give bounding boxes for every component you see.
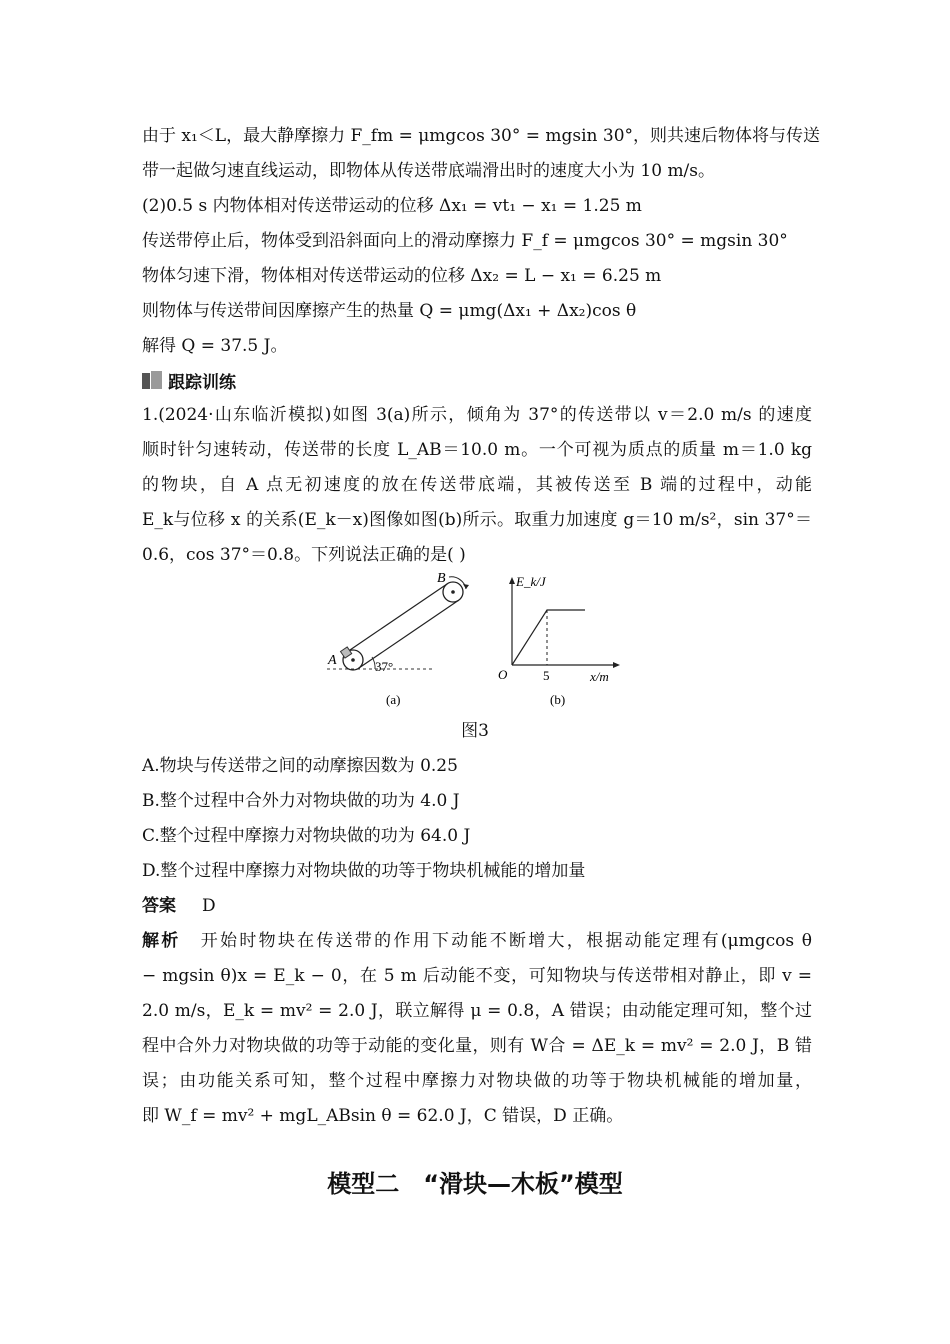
ek-line [512,610,585,665]
figure-caption: 图3 [461,721,489,741]
conveyor-diagram [327,571,469,707]
solution-line-7: 解得 Q = 37.5 J。 [142,336,288,356]
option-b: B.整个过程中合外力对物块做的功为 4.0 J [142,791,460,811]
analysis-line-3: 2.0 m/s，E_k = mv² = 2.0 J，联立解得 μ = 0.8，A 错误；由动能定理可知，整个过 [142,1001,812,1021]
origin-label: O [498,667,508,682]
answer-line [142,894,812,918]
label-b: (b) [550,692,566,707]
analysis-line-6: 即 W_f = mv² + mgL_ABsin θ = 62.0 J，C 错误，D 正确。 [142,1106,624,1126]
x-axis-label: x/m [590,669,609,684]
option-a: A.物块与传送带之间的动摩擦因数为 0.25 [142,756,458,776]
label-a: (a) [386,692,401,707]
solution-line-5: 物体匀速下滑，物体相对传送带运动的位移 Δx₂ = L − x₁ = 6.25 m [142,266,662,286]
solution-line-6: 则物体与传送带间因摩擦产生的热量 Q = μmg(Δx₁ + Δx₂)cos θ [142,301,637,321]
y-axis-label: E_k/J [516,574,546,589]
answer-value: D [202,896,216,916]
solution-line-2: 带一起做匀速直线运动，即物体从传送带底端滑出时的速度大小为 10 m/s。 [142,161,716,181]
answer-label: 答案 [142,896,176,916]
solution-line-4: 传送带停止后，物体受到沿斜面向上的滑动摩擦力 F_f = μmgcos 30° = mgsin 30° [142,231,788,251]
option-d: D.整个过程中摩擦力对物块做的功等于物块机械能的增加量 [142,861,586,881]
analysis-line-1 [142,929,812,953]
question-line-4: E_k与位移 x 的关系(E_k－x)图像如图(b)所示。取重力加速度 g＝10 m/s²，sin 37°＝ [142,510,812,530]
option-c: C.整个过程中摩擦力对物块做的功为 64.0 J [142,826,471,846]
practice-heading [142,368,236,392]
point-a-label: A [328,653,337,668]
section-marker-icon [142,371,162,389]
practice-heading-text: 跟踪训练 [168,372,236,393]
question-line-1: 1.(2024·山东临沂模拟)如图 3(a)所示，倾角为 37°的传送带以 v＝2.0 m/s 的速度 [142,405,812,425]
analysis-text-1: 开始时物块在传送带的作用下动能不断增大，根据动能定理有(μmgcos θ [198,931,812,951]
figure-3 [320,568,640,713]
analysis-line-4: 程中合外力对物块做的功等于动能的变化量，则有 W合 = ΔE_k = mv² = 2.0 J，B 错 [142,1036,812,1056]
ek-x-graph [498,574,620,707]
x-tick-label: 5 [543,668,550,683]
point-b-label: B [437,571,446,586]
analysis-line-2: − mgsin θ)x = E_k − 0，在 5 m 后动能不变，可知物块与传送带相对静止，即 v = [142,966,812,986]
angle-label: 37° [375,659,394,674]
solution-line-3: (2)0.5 s 内物体相对传送带运动的位移 Δx₁ = vt₁ − x₁ = 1.25 m [142,196,642,216]
question-line-5: 0.6，cos 37°＝0.8。下列说法正确的是( ) [142,545,466,565]
block [341,647,352,658]
section-title: 模型二 “滑块—木板”模型 [327,1170,623,1198]
analysis-label: 解析 [142,931,181,951]
question-line-3: 的物块，自 A 点无初速度的放在传送带底端，其被传送至 B 端的过程中，动能 [142,475,812,495]
question-line-2: 顺时针匀速转动，传送带的长度 L_AB＝10.0 m。一个可视为质点的质量 m＝1.0 kg [142,440,812,460]
analysis-line-5: 误；由功能关系可知，整个过程中摩擦力对物块做的功等于物块机械能的增加量， [142,1071,812,1091]
solution-line-1: 由于 x₁＜L，最大静摩擦力 F_fm = μmgcos 30° = mgsin 30°，则共速后物体将与传送 [142,126,821,146]
